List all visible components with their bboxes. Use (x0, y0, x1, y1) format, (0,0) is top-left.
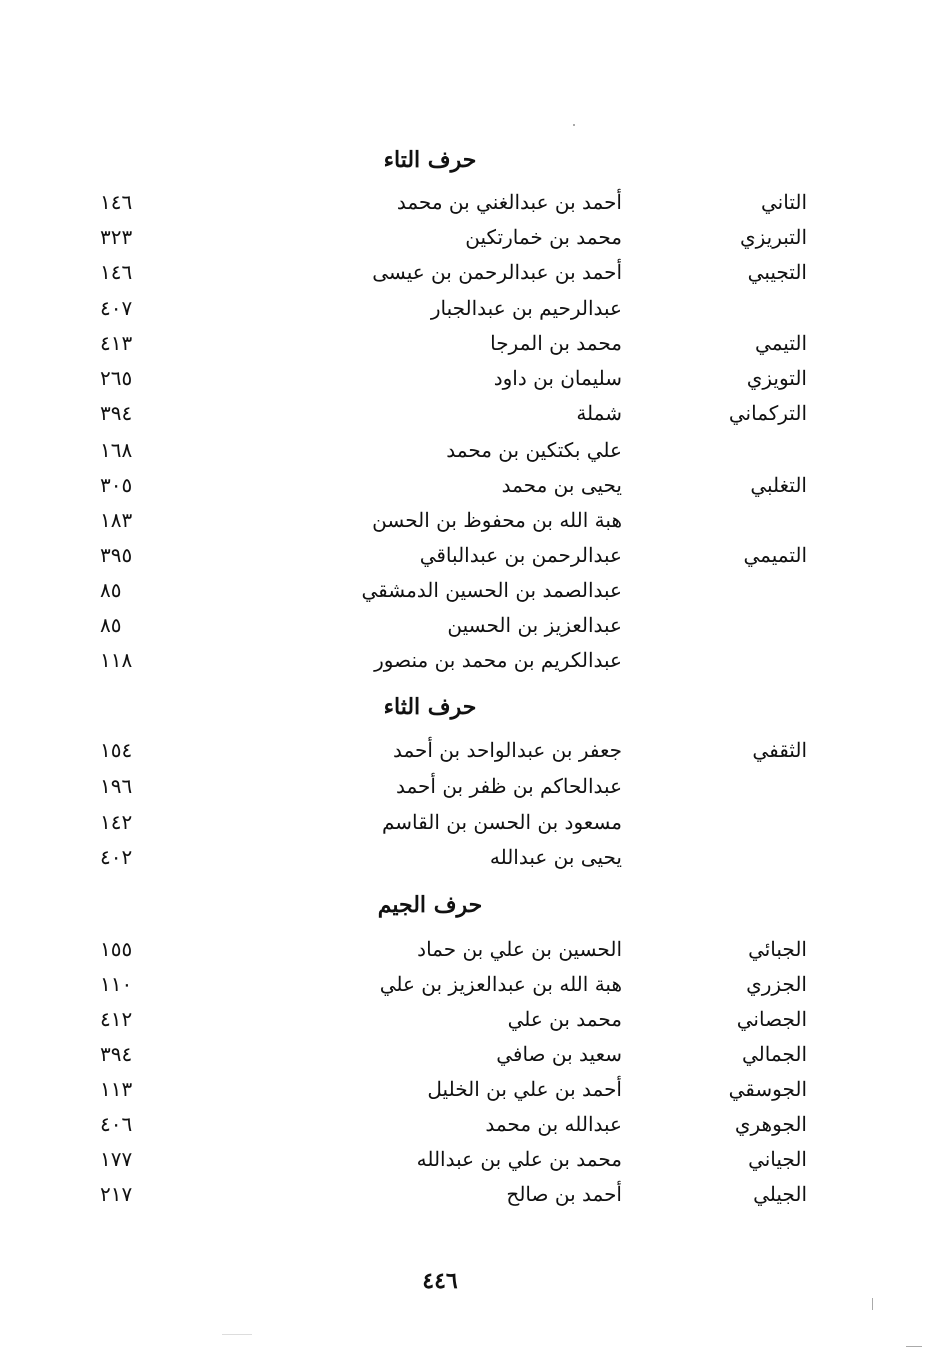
person-name: محمد بن خمارتكين (465, 225, 622, 249)
person-name: محمد بن علي (507, 1007, 622, 1031)
page-ref: ٨٥ (100, 613, 122, 637)
index-row (0, 291, 935, 325)
person-name: أحمد بن علي بن الخليل (427, 1077, 622, 1101)
index-row (0, 1142, 935, 1176)
page-ref: ٣٢٣ (100, 225, 133, 249)
page-ref: ١٨٣ (100, 508, 133, 532)
person-name: محمد بن المرجا (490, 331, 622, 355)
nisba: التاني (760, 190, 807, 214)
index-row (0, 433, 935, 467)
index-row (0, 932, 935, 966)
index-row (0, 1072, 935, 1106)
page-ref: ١١٠ (100, 972, 133, 996)
page-ref: ١٥٥ (100, 937, 133, 961)
person-name: الحسين بن علي بن حماد (417, 937, 622, 961)
index-row (0, 503, 935, 537)
scan-speck (872, 1298, 873, 1310)
person-name: يحيى بن عبدالله (489, 845, 622, 869)
person-name: أحمد بن صالح (506, 1182, 622, 1206)
nisba: الجزري (746, 972, 807, 996)
section-title: حرف التاء (383, 147, 477, 173)
person-name: مسعود بن الحسن بن القاسم (381, 810, 622, 834)
index-row (0, 538, 935, 572)
page-ref: ٤٠٧ (100, 296, 133, 320)
index-row (0, 1037, 935, 1071)
person-name: يحيى بن محمد (501, 473, 622, 497)
nisba: التجيبي (747, 260, 807, 284)
index-row (0, 361, 935, 395)
page-ref: ٤٠٦ (100, 1112, 133, 1136)
page-ref: ١٦٨ (100, 438, 133, 462)
page-ref: ٢٦٥ (100, 366, 133, 390)
index-row (0, 255, 935, 289)
page-ref: ١٤٢ (100, 810, 133, 834)
person-name: عبدالرحمن بن عبدالباقي (419, 543, 622, 567)
page-ref: ٣٩٤ (100, 401, 133, 425)
scan-speck (906, 1346, 922, 1347)
index-row (0, 396, 935, 430)
page-ref: ١١٣ (100, 1077, 133, 1101)
nisba: الجبائي (748, 937, 807, 961)
index-row (0, 326, 935, 360)
nisba: الجصاني (736, 1007, 807, 1031)
section-title: حرف الجيم (377, 892, 483, 918)
person-name: عبدالله بن محمد (485, 1112, 622, 1136)
person-name: عبدالكريم بن محمد بن منصور (374, 648, 622, 672)
index-row (0, 1002, 935, 1036)
index-row (0, 185, 935, 219)
person-name: علي بكتكين بن محمد (446, 438, 622, 462)
page-ref: ١١٨ (100, 648, 133, 672)
index-row (0, 1177, 935, 1211)
page-ref: ٣٠٥ (100, 473, 133, 497)
page-ref: ٤١٢ (100, 1007, 133, 1031)
person-name: سليمان بن داود (493, 366, 622, 390)
nisba: التبريزي (739, 225, 807, 249)
nisba: الجمالي (742, 1042, 807, 1066)
nisba: التويزي (746, 366, 807, 390)
index-row (0, 733, 935, 767)
index-row (0, 573, 935, 607)
person-name: عبدالصمد بن الحسين الدمشقي (361, 578, 622, 602)
index-row (0, 805, 935, 839)
page-ref: ٤١٣ (100, 331, 133, 355)
index-row (0, 769, 935, 803)
page-ref: ٢١٧ (100, 1182, 133, 1206)
person-name: هبة الله بن عبدالعزيز بن علي (379, 972, 622, 996)
section-title: حرف الثاء (383, 694, 477, 720)
nisba: الثقفي (752, 738, 807, 762)
page-ref: ١٤٦ (100, 190, 133, 214)
scan-speck (222, 1334, 252, 1335)
index-row (0, 608, 935, 642)
person-name: أحمد بن عبدالغني بن محمد (396, 190, 622, 214)
page-ref: ١٤٦ (100, 260, 133, 284)
nisba: الجياني (748, 1147, 807, 1171)
index-row (0, 1107, 935, 1141)
scan-speck (573, 124, 575, 126)
nisba: الجوهري (734, 1112, 807, 1136)
page-ref: ١٥٤ (100, 738, 133, 762)
nisba: التيمي (755, 331, 807, 355)
page-ref: ١٩٦ (100, 774, 133, 798)
nisba: التميمي (743, 543, 807, 567)
index-row (0, 643, 935, 677)
page-ref: ١٧٧ (100, 1147, 133, 1171)
person-name: عبدالرحيم بن عبدالجبار (430, 296, 622, 320)
person-name: محمد بن علي بن عبدالله (416, 1147, 622, 1171)
index-row (0, 220, 935, 254)
nisba: التركماني (728, 401, 807, 425)
index-row (0, 840, 935, 874)
index-row (0, 468, 935, 502)
nisba: الجيلي (753, 1182, 807, 1206)
person-name: عبدالحاكم بن ظفر بن أحمد (395, 774, 622, 798)
person-name: عبدالعزيز بن الحسين (447, 613, 622, 637)
page-ref: ٣٩٤ (100, 1042, 133, 1066)
person-name: هبة الله بن محفوظ بن الحسن (372, 508, 622, 532)
page-number: ٤٤٦ (422, 1268, 458, 1294)
person-name: أحمد بن عبدالرحمن بن عيسى (372, 260, 622, 284)
index-row (0, 967, 935, 1001)
page-ref: ٣٩٥ (100, 543, 133, 567)
page-ref: ٨٥ (100, 578, 122, 602)
person-name: جعفر بن عبدالواحد بن أحمد (392, 738, 622, 762)
nisba: التغلبي (750, 473, 807, 497)
person-name: سعيد بن صافي (496, 1042, 622, 1066)
nisba: الجوسقي (728, 1077, 807, 1101)
page-ref: ٤٠٢ (100, 845, 133, 869)
person-name: شملة (576, 401, 622, 425)
